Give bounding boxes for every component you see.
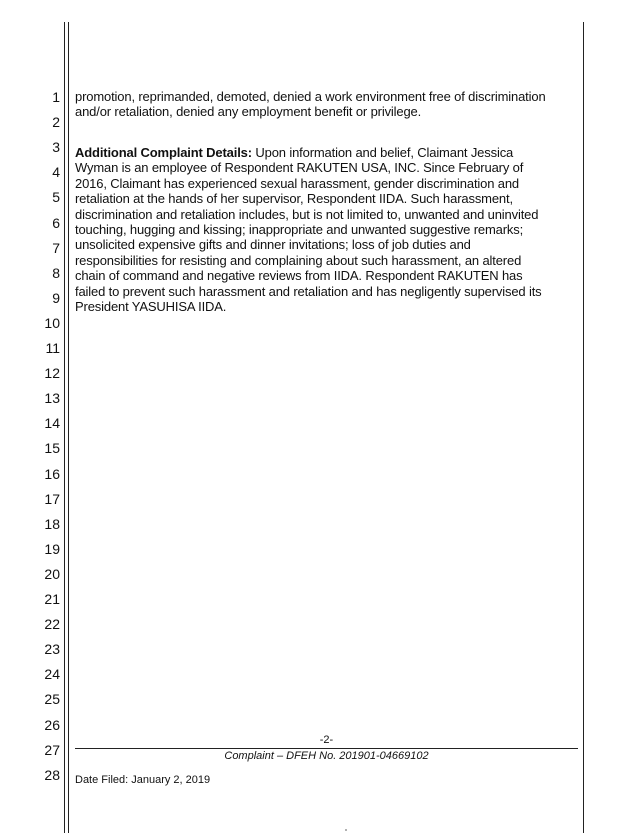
text-run: Upon information and belief, Claimant Jessica <box>251 145 514 160</box>
footer-divider <box>75 748 578 749</box>
line-number: 24 <box>44 666 60 683</box>
right-margin-rule <box>583 22 584 833</box>
section-heading: Additional Complaint Details: <box>75 145 252 160</box>
text-line: 2016, Claimant has experienced sexual harassment, gender discrimination and <box>75 175 520 191</box>
date-filed: Date Filed: January 2, 2019 <box>75 774 211 786</box>
text-line: Wyman is an employee of Respondent RAKUTEN USA, INC. Since February of <box>75 160 524 176</box>
text-line: and/or retaliation, denied any employment benefit or privilege. <box>75 104 422 120</box>
line-number: 23 <box>44 641 60 658</box>
line-number: 19 <box>44 540 60 557</box>
text-line: chain of command and negative reviews from IIDA. Respondent RAKUTEN has <box>75 268 523 284</box>
line-number: 8 <box>52 264 60 281</box>
line-number: 20 <box>44 565 60 582</box>
line-number: 15 <box>44 440 60 457</box>
line-number: 26 <box>44 716 60 733</box>
paragraph-2 <box>75 145 575 314</box>
text-line: unsolicited expensive gifts and dinner invitations; loss of job duties and <box>75 237 471 253</box>
line-number: 14 <box>44 415 60 432</box>
footer-caption: Complaint – DFEH No. 201901-04669102 <box>224 750 429 762</box>
text-line: touching, hugging and kissing; inappropriate and unwanted suggestive remarks; <box>75 222 524 238</box>
line-number: 1 <box>52 89 60 105</box>
line-number: 22 <box>44 616 60 633</box>
scan-speck <box>345 829 347 831</box>
line-number: 3 <box>52 139 60 156</box>
line-number: 25 <box>44 691 60 708</box>
line-number: 18 <box>44 515 60 532</box>
line-number: 9 <box>52 289 60 306</box>
text-line <box>75 145 575 160</box>
text-line: failed to prevent such harassment and retaliation and has negligently supervised its <box>75 283 542 299</box>
line-number: 12 <box>44 365 60 382</box>
line-number: 17 <box>44 490 60 507</box>
page-number: -2- <box>319 734 334 746</box>
left-margin-rule-inner <box>68 22 69 833</box>
text-line: promotion, reprimanded, demoted, denied a work environment free of discrimination <box>75 89 546 104</box>
text-line: President YASUHISA IIDA. <box>75 299 227 315</box>
line-number: 16 <box>44 465 60 482</box>
line-number: 27 <box>44 741 60 758</box>
text-line: retaliation at the hands of her supervisor, Respondent IIDA. Such harassment, <box>75 191 513 207</box>
line-number: 10 <box>44 314 60 331</box>
paragraph-1 <box>75 89 575 120</box>
line-number: 13 <box>44 390 60 407</box>
line-number: 4 <box>52 164 60 181</box>
line-number: 11 <box>45 340 60 356</box>
line-number: 28 <box>44 766 60 783</box>
line-number: 21 <box>44 591 60 607</box>
line-number: 5 <box>52 189 60 206</box>
text-line: discrimination and retaliation includes, but is not limited to, unwanted and uninvited <box>75 206 539 222</box>
text-line: responsibilities for resisting and complaining about such harassment, an altered <box>75 252 522 268</box>
line-number: 6 <box>52 214 60 231</box>
left-margin-rule <box>64 22 65 833</box>
line-number: 7 <box>52 239 60 256</box>
line-number: 2 <box>52 114 60 131</box>
